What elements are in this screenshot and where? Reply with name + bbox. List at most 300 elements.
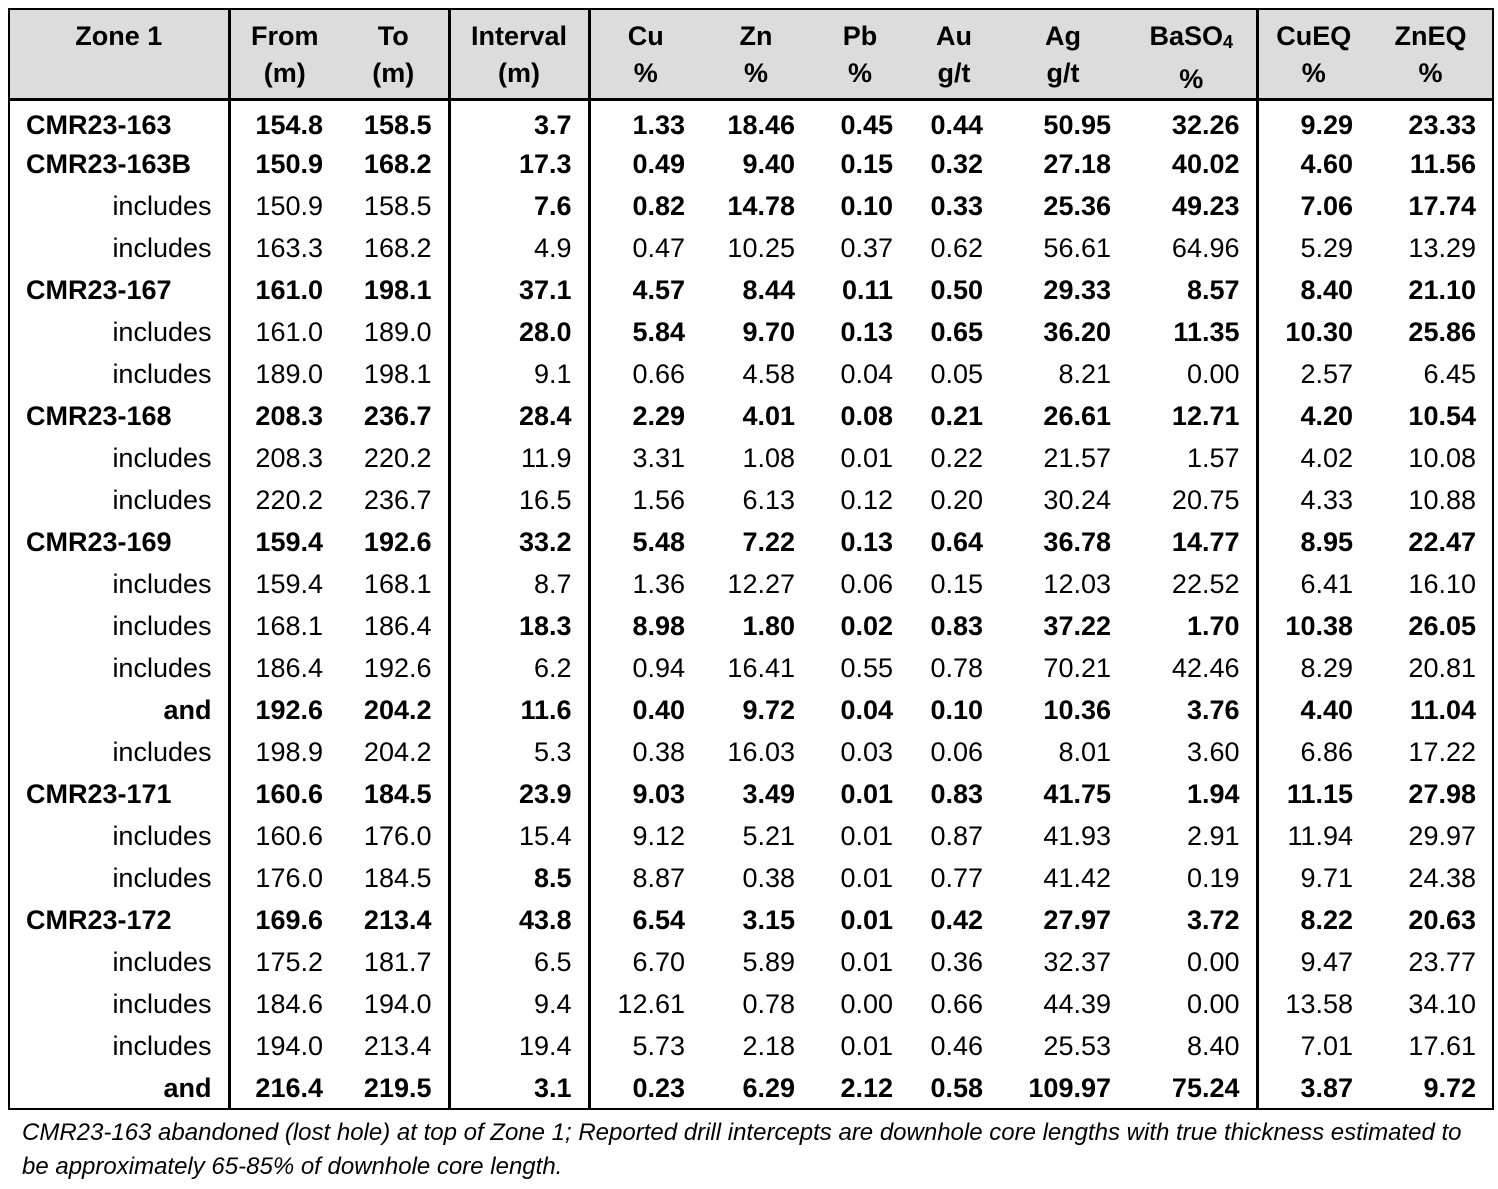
cueq-cell: 8.29 [1300,653,1353,683]
baso4-cell: 14.77 [1127,521,1257,563]
zneq-cell: 26.05 [1408,611,1476,641]
table-row [9,353,1493,395]
hole-id-cell: CMR23-171 [9,773,229,815]
cu-cell: 0.40 [632,695,685,725]
table-row [9,311,1493,353]
baso4-cell: 49.23 [1127,185,1257,227]
table-row [9,689,1493,731]
pb-cell: 0.11 [841,275,893,305]
au-cell: 0.66 [930,989,983,1019]
hole-id-cell: CMR23-167 [9,269,229,311]
baso4-cell: 2.91 [1127,815,1257,857]
interval-cell: 15.4 [449,815,589,857]
interval-cell: 11.9 [449,437,589,479]
baso4-cell: 22.52 [1127,563,1257,605]
zneq-cell: 11.56 [1409,149,1476,179]
table-row [9,983,1493,1025]
to-cell: 184.5 [339,857,449,899]
pb-cell: 0.01 [840,821,893,851]
from-cell: 161.0 [255,317,323,347]
au-cell: 0.65 [930,317,983,347]
au-cell: 0.62 [930,233,983,263]
zneq-cell: 16.10 [1408,569,1476,599]
interval-cell: 8.7 [449,563,589,605]
table-row [9,773,1493,815]
from-cell: 150.9 [255,191,323,221]
sub-interval-label-cell: includes [9,311,229,353]
baso4-cell: 0.00 [1127,941,1257,983]
sub-interval-label-cell: includes [9,815,229,857]
ag-cell: 41.42 [1043,863,1111,893]
pb-cell: 0.37 [840,233,893,263]
to-cell: 158.5 [339,185,449,227]
cueq-cell: 4.33 [1300,485,1353,515]
header-interval: Interval (m) [449,9,589,100]
au-cell: 0.83 [930,611,983,641]
drill-results-table-container [8,8,1492,1110]
to-cell: 168.1 [339,563,449,605]
zn-cell: 10.25 [727,233,795,263]
from-cell: 150.9 [255,149,323,179]
cueq-cell: 2.57 [1300,359,1353,389]
sub-interval-label-cell: and [9,689,229,731]
hole-id-cell: CMR23-163 [9,100,229,144]
from-cell: 186.4 [255,653,323,683]
cueq-cell: 4.60 [1300,149,1353,179]
cu-cell: 8.98 [632,611,685,641]
cueq-cell: 10.38 [1285,611,1353,641]
interval-cell: 6.2 [449,647,589,689]
cu-cell: 3.31 [632,443,685,473]
au-cell: 0.83 [930,779,983,809]
table-body [9,100,1493,1110]
pb-cell: 0.08 [840,401,893,431]
baso4-cell: 1.57 [1127,437,1257,479]
sub-interval-label-cell: includes [9,353,229,395]
zn-cell: 6.13 [742,485,795,515]
cu-cell: 9.12 [632,821,685,851]
from-cell: 194.0 [255,1031,323,1061]
interval-cell: 9.4 [449,983,589,1025]
cu-cell: 5.73 [632,1031,685,1061]
ag-cell: 21.57 [1043,443,1111,473]
from-cell: 169.6 [255,905,323,935]
interval-cell: 9.1 [449,353,589,395]
pb-cell: 0.01 [840,905,893,935]
cueq-cell: 4.02 [1300,443,1353,473]
cu-cell: 0.49 [632,149,685,179]
zneq-cell: 17.61 [1408,1031,1476,1061]
zn-cell: 4.01 [742,401,795,431]
ag-cell: 27.18 [1043,149,1111,179]
baso4-cell: 0.00 [1127,983,1257,1025]
table-row [9,143,1493,185]
cueq-cell: 13.58 [1285,989,1353,1019]
interval-cell: 17.3 [449,143,589,185]
interval-cell: 4.9 [449,227,589,269]
ag-cell: 10.36 [1043,695,1111,725]
to-cell: 176.0 [339,815,449,857]
header-cueq: CuEQ % [1276,21,1352,88]
sub-interval-label-cell: includes [9,605,229,647]
from-cell: 160.6 [255,779,323,809]
ag-cell: 44.39 [1043,989,1111,1019]
hole-id-cell: CMR23-168 [9,395,229,437]
ag-cell: 26.61 [1043,401,1111,431]
pb-cell: 0.55 [840,653,893,683]
cu-cell: 9.03 [632,779,685,809]
from-cell: 154.8 [255,110,323,140]
table-row [9,563,1493,605]
to-cell: 204.2 [339,731,449,773]
baso4-cell: 42.46 [1127,647,1257,689]
table-row [9,1025,1493,1067]
zn-cell: 6.29 [742,1072,795,1103]
au-cell: 0.42 [930,905,983,935]
au-cell: 0.06 [930,737,983,767]
cueq-cell: 6.86 [1300,737,1353,767]
baso4-cell: 20.75 [1127,479,1257,521]
zneq-cell: 23.33 [1408,110,1476,140]
au-cell: 0.58 [930,1072,983,1103]
zn-cell: 5.89 [742,947,795,977]
ag-cell: 56.61 [1043,233,1111,263]
table-row [9,815,1493,857]
zneq-cell: 10.08 [1408,443,1476,473]
pb-cell: 0.45 [840,110,893,140]
pb-cell: 0.00 [840,989,893,1019]
zneq-cell: 24.38 [1408,863,1476,893]
table-row [9,269,1493,311]
cueq-cell: 7.06 [1300,191,1353,221]
from-cell: 220.2 [255,485,323,515]
sub-interval-label-cell: includes [9,227,229,269]
header-zneq: ZnEQ % [1394,21,1467,88]
ag-cell: 25.36 [1043,191,1111,221]
cu-cell: 6.54 [632,905,685,935]
cu-cell: 5.84 [632,317,685,347]
cu-cell: 0.47 [632,233,685,263]
zn-cell: 3.15 [742,905,795,935]
zneq-cell: 29.97 [1408,821,1476,851]
interval-cell: 6.5 [449,941,589,983]
zn-cell: 1.80 [742,611,795,641]
footnote: CMR23-163 abandoned (lost hole) at top of Zone 1; Reported drill intercepts are downhole core lengths with true thickness estimated to be approximately 65-85% of downhole core length. [22,1119,1462,1180]
from-cell: 168.1 [255,611,323,641]
table-row [9,185,1493,227]
sub-interval-label-cell: includes [9,1025,229,1067]
ag-cell: 29.33 [1043,275,1111,305]
ag-cell: 27.97 [1043,905,1111,935]
cu-cell: 2.29 [632,401,685,431]
to-cell: 236.7 [339,479,449,521]
zneq-cell: 22.47 [1408,527,1476,557]
to-cell: 189.0 [339,311,449,353]
header-baso4: BaSO$_4$ % [1127,9,1257,100]
to-cell: 198.1 [339,353,449,395]
cu-cell: 0.66 [632,359,685,389]
baso4-cell: 64.96 [1127,227,1257,269]
interval-cell: 33.2 [449,521,589,563]
zn-cell: 9.72 [742,695,795,725]
table-row [9,521,1493,563]
zneq-cell: 20.63 [1408,905,1476,935]
from-cell: 159.4 [255,527,323,557]
ag-cell: 41.93 [1043,821,1111,851]
pb-cell: 0.06 [840,569,893,599]
zneq-cell: 11.04 [1409,695,1476,725]
cu-cell: 5.48 [632,527,685,557]
baso4-cell: 32.26 [1127,100,1257,144]
cueq-cell: 4.20 [1300,401,1353,431]
from-cell: 176.0 [255,863,323,893]
interval-cell: 18.3 [449,605,589,647]
interval-cell: 3.7 [449,100,589,144]
cueq-cell: 6.41 [1300,569,1353,599]
interval-cell: 11.6 [449,689,589,731]
header-row [9,9,1493,100]
to-cell: 192.6 [339,521,449,563]
pb-cell: 0.01 [840,947,893,977]
hole-id-cell: CMR23-163B [9,143,229,185]
zn-cell: 16.41 [727,653,795,683]
pb-cell: 2.12 [840,1072,893,1103]
interval-cell: 28.0 [449,311,589,353]
pb-cell: 0.10 [840,191,893,221]
au-cell: 0.87 [930,821,983,851]
cueq-cell: 7.01 [1300,1031,1353,1061]
header-pb: Pb % [842,21,878,88]
au-cell: 0.22 [930,443,983,473]
cueq-cell: 10.30 [1285,317,1353,347]
ag-cell: 12.03 [1043,569,1111,599]
cu-cell: 0.94 [632,653,685,683]
zneq-cell: 9.72 [1423,1072,1476,1103]
sub-interval-label-cell: includes [9,857,229,899]
from-cell: 192.6 [255,695,323,725]
au-cell: 0.78 [930,653,983,683]
zn-cell: 14.78 [727,191,795,221]
from-cell: 208.3 [255,443,323,473]
pb-cell: 0.01 [840,443,893,473]
ag-cell: 50.95 [1043,110,1111,140]
cu-cell: 1.36 [632,569,685,599]
baso4-cell: 40.02 [1127,143,1257,185]
ag-cell: 8.01 [1058,737,1111,767]
ag-cell: 36.20 [1043,317,1111,347]
ag-cell: 70.21 [1043,653,1111,683]
from-cell: 163.3 [255,233,323,263]
to-cell: 194.0 [339,983,449,1025]
pb-cell: 0.03 [840,737,893,767]
pb-cell: 0.13 [840,317,893,347]
zn-cell: 1.08 [742,443,795,473]
cu-cell: 1.33 [632,110,685,140]
sub-interval-label-cell: includes [9,185,229,227]
cueq-cell: 11.94 [1287,821,1353,851]
cueq-cell: 11.15 [1286,779,1353,809]
cu-cell: 0.38 [632,737,685,767]
from-cell: 161.0 [255,275,323,305]
zn-cell: 0.38 [742,863,795,893]
table-row [9,227,1493,269]
zneq-cell: 13.29 [1408,233,1476,263]
table-row [9,857,1493,899]
sub-interval-label-cell: includes [9,983,229,1025]
cu-cell: 12.61 [617,989,685,1019]
zn-cell: 5.21 [742,821,795,851]
au-cell: 0.21 [930,401,983,431]
from-cell: 216.4 [255,1072,323,1103]
header-from: From (m) [251,21,319,88]
table-row [9,395,1493,437]
au-cell: 0.64 [930,527,983,557]
pb-cell: 0.01 [840,863,893,893]
pb-cell: 0.13 [840,527,893,557]
au-cell: 0.32 [930,149,983,179]
zneq-cell: 27.98 [1408,779,1476,809]
au-cell: 0.36 [930,947,983,977]
pb-cell: 0.15 [840,149,893,179]
zneq-cell: 21.10 [1408,275,1476,305]
hole-id-cell: CMR23-169 [9,521,229,563]
zn-cell: 9.70 [742,317,795,347]
ag-cell: 109.97 [1028,1072,1111,1103]
baso4-cell: 8.40 [1127,1025,1257,1067]
table-row [9,437,1493,479]
table-row [9,1067,1493,1109]
zneq-cell: 10.54 [1408,401,1476,431]
au-cell: 0.15 [930,569,983,599]
cueq-cell: 9.29 [1300,110,1353,140]
ag-cell: 30.24 [1043,485,1111,515]
zneq-cell: 34.10 [1408,989,1476,1019]
from-cell: 159.4 [255,569,323,599]
table-row [9,479,1493,521]
table-row [9,941,1493,983]
baso4-cell: 12.71 [1127,395,1257,437]
cu-cell: 0.23 [632,1072,685,1103]
to-cell: 220.2 [339,437,449,479]
baso4-cell: 0.00 [1127,353,1257,395]
baso4-cell: 11.35 [1127,311,1257,353]
table-row [9,100,1493,144]
zn-cell: 8.44 [742,275,795,305]
cu-cell: 8.87 [632,863,685,893]
interval-cell: 8.5 [449,857,589,899]
from-cell: 198.9 [255,737,323,767]
au-cell: 0.46 [930,1031,983,1061]
sub-interval-label-cell: includes [9,563,229,605]
interval-cell: 28.4 [449,395,589,437]
sub-interval-label-cell: includes [9,437,229,479]
baso4-cell: 1.94 [1127,773,1257,815]
zn-cell: 7.22 [742,527,795,557]
zneq-cell: 17.22 [1408,737,1476,767]
zn-cell: 2.18 [742,1031,795,1061]
header-zn: Zn % [739,21,773,88]
interval-cell: 37.1 [449,269,589,311]
pb-cell: 0.12 [840,485,893,515]
au-cell: 0.20 [930,485,983,515]
zneq-cell: 6.45 [1423,359,1476,389]
cueq-cell: 8.40 [1300,275,1353,305]
interval-cell: 19.4 [449,1025,589,1067]
cueq-cell: 5.29 [1300,233,1353,263]
baso4-cell: 1.70 [1127,605,1257,647]
zneq-cell: 20.81 [1408,653,1476,683]
sub-interval-label-cell: includes [9,731,229,773]
from-cell: 184.6 [255,989,323,1019]
zn-cell: 18.46 [727,110,795,140]
cueq-cell: 3.87 [1300,1072,1353,1103]
from-cell: 208.3 [255,401,323,431]
au-cell: 0.05 [930,359,983,389]
cueq-cell: 9.47 [1300,947,1353,977]
to-cell: 213.4 [339,899,449,941]
to-cell: 181.7 [339,941,449,983]
header-to: To (m) [339,9,449,100]
pb-cell: 0.04 [840,359,893,389]
ag-cell: 32.37 [1043,947,1111,977]
zn-cell: 4.58 [742,359,795,389]
to-cell: 158.5 [339,100,449,144]
to-cell: 168.2 [339,227,449,269]
ag-cell: 37.22 [1043,611,1111,641]
sub-interval-label-cell: includes [9,479,229,521]
pb-cell: 0.01 [840,1031,893,1061]
hole-id-cell: CMR23-172 [9,899,229,941]
to-cell: 192.6 [339,647,449,689]
from-cell: 160.6 [255,821,323,851]
interval-cell: 5.3 [449,731,589,773]
cu-cell: 4.57 [632,275,685,305]
baso4-cell: 8.57 [1127,269,1257,311]
table-row [9,731,1493,773]
table-row [9,605,1493,647]
ag-cell: 36.78 [1043,527,1111,557]
au-cell: 0.77 [930,863,983,893]
to-cell: 219.5 [339,1067,449,1109]
header-zone: Zone 1 [9,9,229,100]
header-cu: Cu % [627,21,664,88]
au-cell: 0.50 [930,275,983,305]
interval-cell: 7.6 [449,185,589,227]
interval-cell: 43.8 [449,899,589,941]
cueq-cell: 8.22 [1300,905,1353,935]
zneq-cell: 10.88 [1408,485,1476,515]
baso4-cell: 3.60 [1127,731,1257,773]
cueq-cell: 8.95 [1300,527,1353,557]
ag-cell: 41.75 [1043,779,1111,809]
au-cell: 0.10 [930,695,983,725]
sub-interval-label-cell: includes [9,941,229,983]
baso4-cell: 3.72 [1127,899,1257,941]
pb-cell: 0.01 [840,779,893,809]
cu-cell: 1.56 [632,485,685,515]
to-cell: 213.4 [339,1025,449,1067]
au-cell: 0.44 [930,110,983,140]
pb-cell: 0.02 [840,611,893,641]
pb-cell: 0.04 [840,695,893,725]
baso4-cell: 75.24 [1127,1067,1257,1109]
ag-cell: 25.53 [1043,1031,1111,1061]
zn-cell: 9.40 [742,149,795,179]
to-cell: 236.7 [339,395,449,437]
to-cell: 168.2 [339,143,449,185]
au-cell: 0.33 [930,191,983,221]
interval-cell: 16.5 [449,479,589,521]
